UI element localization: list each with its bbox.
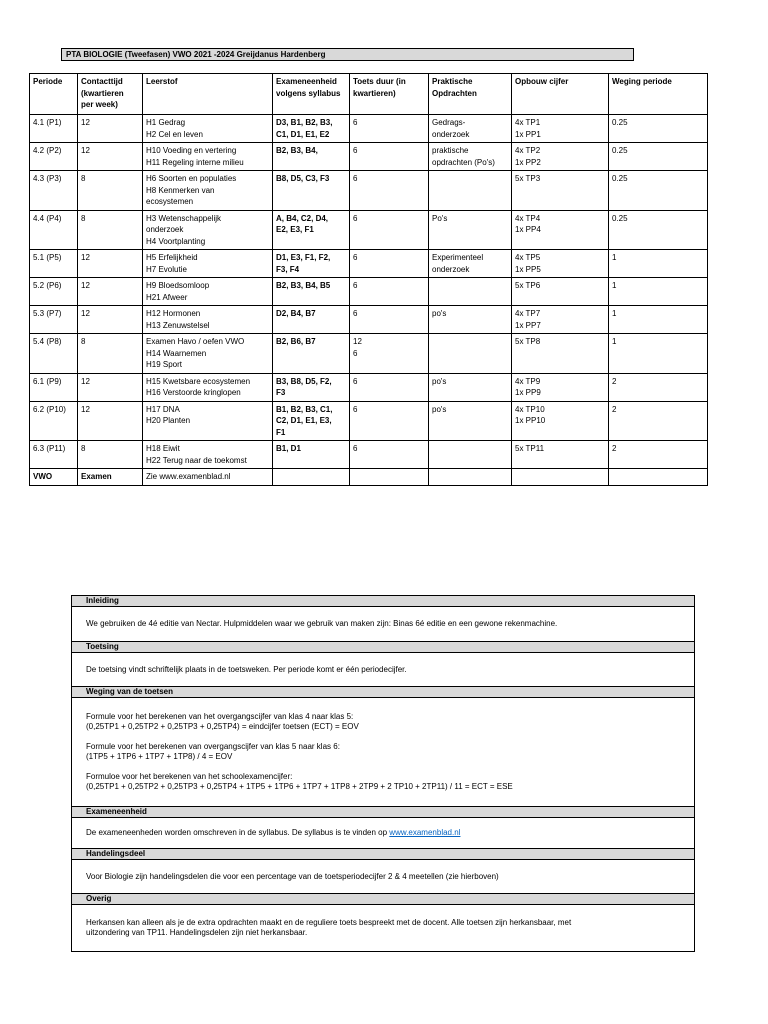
- table-row: [30, 210, 708, 250]
- table-row: [30, 278, 708, 306]
- cell-opbouw-cijfer: 5x TP3: [512, 171, 609, 211]
- cell-contacttijd: 12: [78, 250, 143, 278]
- cell-periode: 5.1 (P5): [30, 250, 78, 278]
- cell-praktische-opdrachten: [429, 171, 512, 211]
- header-contacttijd: Contacttijd (kwartieren per week): [78, 74, 143, 115]
- cell-opbouw-cijfer: 4x TP2 1x PP2: [512, 143, 609, 171]
- cell-weging-periode: 1: [609, 306, 708, 334]
- cell-exameneenheid: B2, B6, B7: [273, 334, 350, 374]
- cell-contacttijd: 12: [78, 401, 143, 441]
- cell-weging-periode: [609, 469, 708, 486]
- cell-exameneenheid: A, B4, C2, D4, E2, E3, F1: [273, 210, 350, 250]
- cell-periode: 4.3 (P3): [30, 171, 78, 211]
- cell-exameneenheid: [273, 469, 350, 486]
- cell-exameneenheid: B1, B2, B3, C1, C2, D1, E1, E3, F1: [273, 401, 350, 441]
- cell-periode: 5.3 (P7): [30, 306, 78, 334]
- cell-toets-duur: 12 6: [350, 334, 429, 374]
- header-weging-periode: Weging periode: [609, 74, 708, 115]
- cell-opbouw-cijfer: 5x TP11: [512, 441, 609, 469]
- cell-toets-duur: 6: [350, 278, 429, 306]
- cell-praktische-opdrachten: [429, 334, 512, 374]
- overig-heading: Overig: [72, 894, 694, 905]
- table-row: [30, 250, 708, 278]
- header-toets-duur: Toets duur (in kwartieren): [350, 74, 429, 115]
- cell-leerstof: H3 Wetenschappelijk onderzoek H4 Voortplanting: [143, 210, 273, 250]
- cell-weging-periode: 1: [609, 334, 708, 374]
- cell-praktische-opdrachten: Gedrags- onderzoek: [429, 115, 512, 143]
- cell-weging-periode: 2: [609, 401, 708, 441]
- cell-opbouw-cijfer: 4x TP9 1x PP9: [512, 373, 609, 401]
- table-row: [30, 373, 708, 401]
- cell-contacttijd: 12: [78, 115, 143, 143]
- toetsing-text: De toetsing vindt schriftelijk plaats in de toetsweken. Per periode komt er één periodecijfer.: [86, 664, 407, 674]
- cell-weging-periode: 0.25: [609, 143, 708, 171]
- document-title: PTA BIOLOGIE (Tweefasen) VWO 2021 -2024 Greijdanus Hardenberg: [61, 48, 634, 61]
- cell-periode: VWO: [30, 469, 78, 486]
- cell-exameneenheid: D3, B1, B2, B3, C1, D1, E1, E2: [273, 115, 350, 143]
- cell-opbouw-cijfer: 5x TP8: [512, 334, 609, 374]
- table-row: [30, 143, 708, 171]
- cell-periode: 6.3 (P11): [30, 441, 78, 469]
- weging-body: [72, 698, 694, 807]
- cell-praktische-opdrachten: po's: [429, 373, 512, 401]
- cell-opbouw-cijfer: 4x TP10 1x PP10: [512, 401, 609, 441]
- cell-leerstof: H15 Kwetsbare ecosystemen H16 Verstoorde kringlopen: [143, 373, 273, 401]
- cell-praktische-opdrachten: [429, 469, 512, 486]
- cell-exameneenheid: D1, E3, F1, F2, F3, F4: [273, 250, 350, 278]
- table-row: [30, 115, 708, 143]
- inleiding-heading: Inleiding: [72, 596, 694, 607]
- cell-exameneenheid: B1, D1: [273, 441, 350, 469]
- info-section: [71, 595, 695, 952]
- cell-periode: 6.2 (P10): [30, 401, 78, 441]
- table-row: [30, 469, 708, 486]
- cell-opbouw-cijfer: 4x TP5 1x PP5: [512, 250, 609, 278]
- cell-contacttijd: 12: [78, 278, 143, 306]
- cell-praktische-opdrachten: praktische opdrachten (Po's): [429, 143, 512, 171]
- cell-exameneenheid: B2, B3, B4,: [273, 143, 350, 171]
- cell-leerstof: H6 Soorten en populaties H8 Kenmerken van ecosystemen: [143, 171, 273, 211]
- cell-weging-periode: 2: [609, 441, 708, 469]
- weging-formula-klas5: Formule voor het berekenen van overgangscijfer van klas 5 naar klas 6: (1TP5 + 1TP6 + 1TP7 + 1TP8) / 4 = EOV: [86, 742, 340, 761]
- cell-opbouw-cijfer: 4x TP7 1x PP7: [512, 306, 609, 334]
- cell-leerstof: Examen Havo / oefen VWO H14 Waarnemen H19 Sport: [143, 334, 273, 374]
- cell-leerstof: H9 Bloedsomloop H21 Afweer: [143, 278, 273, 306]
- cell-toets-duur: 6: [350, 210, 429, 250]
- cell-toets-duur: 6: [350, 401, 429, 441]
- cell-toets-duur: 6: [350, 306, 429, 334]
- cell-leerstof: H10 Voeding en vertering H11 Regeling interne milieu: [143, 143, 273, 171]
- cell-exameneenheid: D2, B4, B7: [273, 306, 350, 334]
- table-row: [30, 441, 708, 469]
- cell-weging-periode: 0.25: [609, 210, 708, 250]
- cell-periode: 4.1 (P1): [30, 115, 78, 143]
- table-header-row: [30, 74, 708, 115]
- cell-contacttijd: 8: [78, 210, 143, 250]
- cell-exameneenheid: B3, B8, D5, F2, F3: [273, 373, 350, 401]
- overig-body: [72, 905, 694, 951]
- cell-opbouw-cijfer: 4x TP4 1x PP4: [512, 210, 609, 250]
- cell-leerstof: H5 Erfelijkheid H7 Evolutie: [143, 250, 273, 278]
- cell-contacttijd: 12: [78, 306, 143, 334]
- cell-weging-periode: 1: [609, 278, 708, 306]
- cell-praktische-opdrachten: Po's: [429, 210, 512, 250]
- cell-periode: 4.4 (P4): [30, 210, 78, 250]
- cell-praktische-opdrachten: po's: [429, 401, 512, 441]
- header-exameneenheid: Exameneenheid volgens syllabus: [273, 74, 350, 115]
- cell-leerstof: H18 Eiwit H22 Terug naar de toekomst: [143, 441, 273, 469]
- cell-leerstof: H1 Gedrag H2 Cel en leven: [143, 115, 273, 143]
- weging-formula-schoolexamen: Formuloe voor het berekenen van het schoolexamencijfer: (0,25TP1 + 0,25TP2 + 0,25TP3 + 0,25TP4 + 1TP5 + 1TP6 + 1TP7 + 1TP8 + 2TP9 + 2 TP10 + 2TP11) / 11 = ECT = ESE: [86, 772, 513, 791]
- inleiding-body: [72, 607, 694, 642]
- cell-contacttijd: 8: [78, 171, 143, 211]
- cell-opbouw-cijfer: 4x TP1 1x PP1: [512, 115, 609, 143]
- pta-table: [29, 73, 708, 486]
- header-praktische-opdrachten: Praktische Opdrachten: [429, 74, 512, 115]
- handelingsdeel-text: Voor Biologie zijn handelingsdelen die voor een percentage van de toetsperiodecijfer 2 & 4 meetellen (zie hierboven): [86, 871, 499, 881]
- cell-toets-duur: 6: [350, 441, 429, 469]
- cell-contacttijd: 8: [78, 441, 143, 469]
- header-leerstof: Leerstof: [143, 74, 273, 115]
- inleiding-text: We gebruiken de 4é editie van Nectar. Hulpmiddelen waar we gebruik van maken zijn: Binas 6é editie en een gewone rekenmachine.: [86, 619, 558, 628]
- handelingsdeel-heading: Handelingsdeel: [72, 849, 694, 860]
- cell-periode: 6.1 (P9): [30, 373, 78, 401]
- cell-contacttijd: 12: [78, 143, 143, 171]
- cell-toets-duur: 6: [350, 115, 429, 143]
- cell-leerstof: H17 DNA H20 Planten: [143, 401, 273, 441]
- cell-praktische-opdrachten: [429, 441, 512, 469]
- cell-praktische-opdrachten: Experimenteel onderzoek: [429, 250, 512, 278]
- exameneenheid-heading: Exameneenheid: [72, 807, 694, 818]
- cell-weging-periode: 1: [609, 250, 708, 278]
- toetsing-heading: Toetsing: [72, 642, 694, 653]
- exameneenheid-text: De exameneenheden worden omschreven in de syllabus. De syllabus is te vinden op: [86, 828, 390, 837]
- cell-periode: 5.4 (P8): [30, 334, 78, 374]
- header-periode: Periode: [30, 74, 78, 115]
- cell-weging-periode: 0.25: [609, 171, 708, 211]
- cell-toets-duur: 6: [350, 250, 429, 278]
- cell-toets-duur: 6: [350, 143, 429, 171]
- cell-toets-duur: 6: [350, 171, 429, 211]
- handelingsdeel-body: [72, 860, 694, 894]
- cell-weging-periode: 2: [609, 373, 708, 401]
- table-row: [30, 334, 708, 374]
- cell-praktische-opdrachten: [429, 278, 512, 306]
- header-opbouw-cijfer: Opbouw cijfer: [512, 74, 609, 115]
- table-row: [30, 171, 708, 211]
- cell-weging-periode: 0.25: [609, 115, 708, 143]
- cell-contacttijd: Examen: [78, 469, 143, 486]
- cell-contacttijd: 12: [78, 373, 143, 401]
- cell-toets-duur: 6: [350, 373, 429, 401]
- overig-text: Herkansen kan alleen als je de extra opdrachten maakt en de reguliere toets bespreekt met de docent. Alle toetsen zijn herkansbaar, met uitzondering van TP11. Handelingsdelen zijn niet herkansbaar.: [86, 918, 572, 937]
- examenblad-link[interactable]: www.examenblad.nl: [389, 828, 461, 837]
- cell-exameneenheid: B8, D5, C3, F3: [273, 171, 350, 211]
- table-row: [30, 401, 708, 441]
- cell-periode: 4.2 (P2): [30, 143, 78, 171]
- weging-heading: Weging van de toetsen: [72, 687, 694, 698]
- cell-praktische-opdrachten: po's: [429, 306, 512, 334]
- cell-contacttijd: 8: [78, 334, 143, 374]
- cell-leerstof: H12 Hormonen H13 Zenuwstelsel: [143, 306, 273, 334]
- cell-leerstof: Zie www.examenblad.nl: [143, 469, 273, 486]
- table-row: [30, 306, 708, 334]
- cell-opbouw-cijfer: [512, 469, 609, 486]
- weging-formula-klas4: Formule voor het berekenen van het overgangscijfer van klas 4 naar klas 5: (0,25TP1 + 0,25TP2 + 0,25TP3 + 0,25TP4) = eindcijfer toetsen (ECT) = EOV: [86, 712, 359, 731]
- cell-exameneenheid: B2, B3, B4, B5: [273, 278, 350, 306]
- toetsing-body: [72, 653, 694, 687]
- cell-opbouw-cijfer: 5x TP6: [512, 278, 609, 306]
- cell-periode: 5.2 (P6): [30, 278, 78, 306]
- exameneenheid-body: [72, 818, 694, 849]
- cell-toets-duur: [350, 469, 429, 486]
